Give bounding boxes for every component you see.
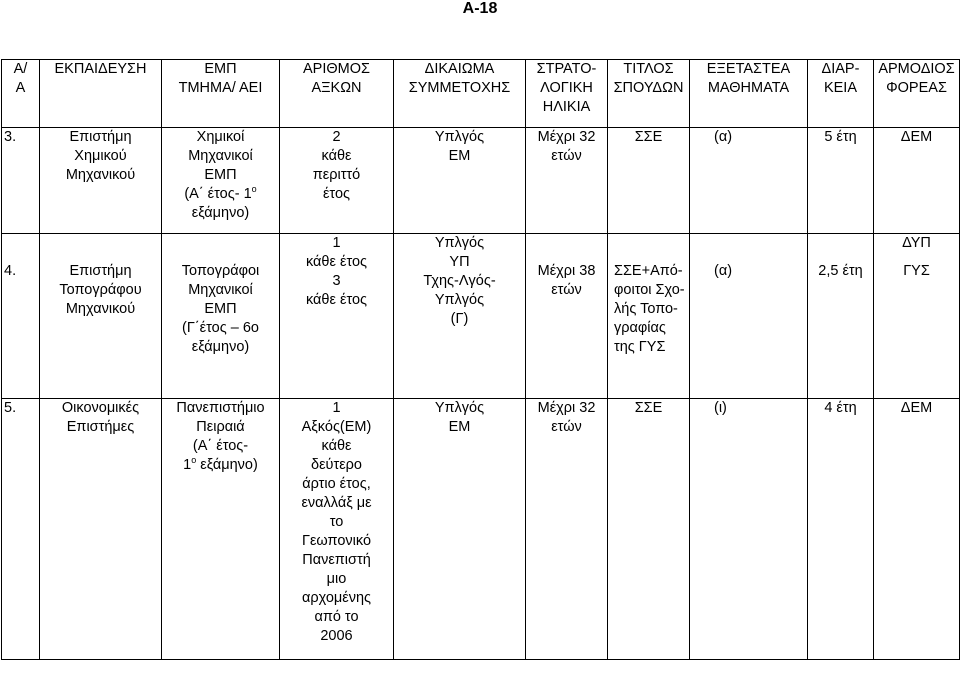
row-number: 5. <box>2 399 40 660</box>
row-arithmos: 2 κάθε περιττό έτος <box>280 128 394 234</box>
header-row <box>2 60 960 128</box>
row-number: 3. <box>2 128 40 234</box>
row-titlos: ΣΣΕ+Από- φοιτοι Σχο- λής Τοπο- γραφίας της ΓΥΣ <box>608 234 690 399</box>
recruitment-table <box>1 59 960 660</box>
header-ekpaideusi: ΕΚΠΑΙΔΕΥΣΗ <box>40 60 162 128</box>
header-dikaioma: ΔΙΚΑΙΩΜΑ ΣΥΜΜΕΤΟΧΗΣ <box>394 60 526 128</box>
row-emp-tail: εξάμηνο) <box>191 205 250 221</box>
row-ekpaideusi: Επιστήμη Χημικού Μηχανικού <box>40 128 162 234</box>
row-armodios <box>874 234 960 399</box>
header-a-a: Α/ Α <box>2 60 40 128</box>
row-emp-main: Πανεπιστήμιο Πειραιά (Α΄ έτος- 1 <box>176 400 265 473</box>
row-strato: Μέχρι 32 ετών <box>526 399 608 660</box>
row-exetastea: (α) <box>690 234 808 399</box>
row-armodios: ΔΕΜ <box>874 399 960 660</box>
table-row <box>2 234 960 399</box>
row-titlos: ΣΣΕ <box>608 399 690 660</box>
row-ekpaideusi: Επιστήμη Τοπογράφου Μηχανικού <box>40 234 162 399</box>
header-diarkeia: ΔΙΑΡ- ΚΕΙΑ <box>808 60 874 128</box>
row-arithmos: 1 Αξκός(ΕΜ) κάθε δεύτερο άρτιο έτος, εναλλάξ με το Γεωπονικό Πανεπιστή μιο αρχομένης από το 2006 <box>280 399 394 660</box>
row-armodios-top: ΔΥΠ <box>902 235 931 251</box>
row-emp-tail: εξάμηνο) <box>196 457 258 473</box>
table-row <box>2 128 960 234</box>
row-emp <box>162 128 280 234</box>
row-titlos: ΣΣΕ <box>608 128 690 234</box>
row-emp-sup: ο <box>191 455 197 466</box>
row-dikaioma: Υπλγός ΕΜ <box>394 399 526 660</box>
row-armodios-main: ΓΥΣ <box>903 263 930 279</box>
row-dikaioma: Υπλγός ΕΜ <box>394 128 526 234</box>
table-row <box>2 399 960 660</box>
header-titlos: ΤΙΤΛΟΣ ΣΠΟΥΔΩΝ <box>608 60 690 128</box>
row-number: 4. <box>2 234 40 399</box>
row-exetastea: (ι) <box>690 399 808 660</box>
row-emp-sup: ο <box>251 184 257 195</box>
row-armodios: ΔΕΜ <box>874 128 960 234</box>
row-emp <box>162 399 280 660</box>
row-diarkeia: 4 έτη <box>808 399 874 660</box>
header-arithmos: ΑΡΙΘΜΟΣ ΑΞΚΩΝ <box>280 60 394 128</box>
page-title: Α-18 <box>462 0 498 17</box>
header-emp: ΕΜΠ ΤΜΗΜΑ/ ΑΕΙ <box>162 60 280 128</box>
row-emp: Τοπογράφοι Μηχανικοί ΕΜΠ (Γ΄έτος – 6ο εξάμηνο) <box>162 234 280 399</box>
header-armodios: ΑΡΜΟΔΙΟΣ ΦΟΡΕΑΣ <box>874 60 960 128</box>
row-arithmos: 1 κάθε έτος 3 κάθε έτος <box>280 234 394 399</box>
row-exetastea: (α) <box>690 128 808 234</box>
row-dikaioma: Υπλγός ΥΠ Τχης-Λγός- Υπλγός (Γ) <box>394 234 526 399</box>
row-diarkeia: 5 έτη <box>808 128 874 234</box>
row-emp-main: Χημικοί Μηχανικοί ΕΜΠ (Α΄ έτος- 1 <box>184 129 253 202</box>
header-exetastea: ΕΞΕΤΑΣΤΕΑ ΜΑΘΗΜΑΤΑ <box>690 60 808 128</box>
row-strato: Μέχρι 32 ετών <box>526 128 608 234</box>
row-diarkeia: 2,5 έτη <box>808 234 874 399</box>
header-strato: ΣΤΡΑΤΟ- ΛΟΓΙΚΗ ΗΛΙΚΙΑ <box>526 60 608 128</box>
row-strato: Μέχρι 38 ετών <box>526 234 608 399</box>
row-ekpaideusi: Οικονομικές Επιστήμες <box>40 399 162 660</box>
